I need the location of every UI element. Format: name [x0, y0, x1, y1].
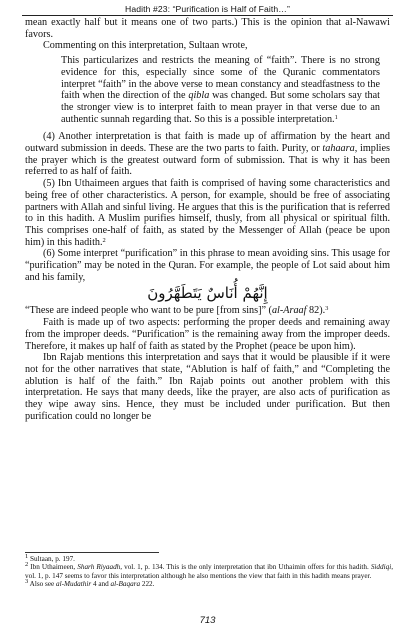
surah-reference: al-Araaf	[271, 305, 307, 317]
footnote-3: $^3$ Also see al-Mudathir 4 and al-Baqara 222.	[25, 578, 155, 589]
footnote-1: $^1$ Sultaan, p. 197.	[25, 553, 75, 563]
paragraph-continuation: mean exactly half but it means one of two parts.) This is the opinion that al-Nawawi favors.	[25, 17, 390, 40]
paragraph-interpretation-5: (5) Ibn Uthaimeen argues that faith is comprised of having some characteristics and being free of other characteristics. A person, for example, should be free of associating partners with Allah and sinful living. He argues that this is the purification that is referred to in this hadith. A Muslim purifies himself, thusly, from all physical or spiritual filth. This comprises one-half of faith, as stated by the Messenger of Allah (peace be upon him) in this hadith.$^2$	[25, 178, 390, 248]
footnote-rule	[25, 552, 159, 553]
arabic-verse: إِنَّهُمْ أُنَاسٌ يَتَطَهَّرُونَ	[147, 284, 268, 303]
footnote-ref-2: 2	[102, 236, 106, 244]
verse-translation: “These are indeed people who want to be pure [from sins]” (al-Araaf 82).$^3$	[25, 305, 329, 317]
header-rule	[22, 15, 393, 16]
footnote-2: $^2$ Ibn Uthaimeen, Sharh Riyaadh, vol. 1, p. 134. This is the only interpretation that ibn Uthaimin offers for this hadith. Siddiqi, vol. 1, p. 147 seems to favor this interpretation although he also mentions the view that faith in this hadith means prayer.	[25, 561, 393, 580]
block-quote: This particularizes and restricts the meaning of “faith”. There is no strong evidence for this, especially since some of the Quranic commentators interpret “faith” in the above verse to mean constancy and steadfastness to the faith when the direction of the qibla was changed. But some scholars say that the stronger view is to interpret faith to mean prayer in that verse due to an authentic sunnah regarding that. So this is a possible interpretation.$^1$	[61, 55, 381, 125]
tahaara-term: tahaara	[322, 143, 355, 155]
paragraph-two-aspects: Faith is made up of two aspects: performing the proper deeds and remaining away from the improper deeds. “Purification” is the remaining away from the improper deeds. Therefore, it makes up half of faith as stated by the Prophet (peace be upon him).	[25, 317, 390, 352]
running-head: Hadith #23: “Purification is Half of Faith…”	[125, 4, 290, 14]
footnote-ref-3: 3	[325, 305, 329, 313]
paragraph-interpretation-4: (4) Another interpretation is that faith is made up of affirmation by the heart and outward submission in deeds. These are the two parts to faith. Purity, or tahaara, implies the prayer which is the greatest outward form of submission. That is why it has been referred to as half of faith.	[25, 131, 390, 178]
body-text	[25, 17, 390, 423]
paragraph-sultaan-intro: Commenting on this interpretation, Sultaan wrote,	[43, 40, 248, 52]
footnotes	[25, 555, 393, 589]
paragraph-ibn-rajab: Ibn Rajab mentions this interpretation and says that it would be plausible if it were not for the other narratives that state, “Ablution is half of faith,” and “Completing the ablution is half of the faith.” Ibn Rajab points out another problem with this interpretation. He says that many deeds, like the prayer, are also acts of purification as they wipe away sins. Hence, they must be included under purification. But then purification could no longer be	[25, 352, 390, 422]
paragraph-interpretation-6: (6) Some interpret “purification” in this phrase to mean avoiding sins. This usage for “purification” may be noted in the Quran. For example, the people of Lot said about him and his family,	[25, 248, 390, 283]
page-number: 713	[199, 615, 216, 626]
footnote-ref-1: 1	[334, 113, 338, 121]
qibla-term: qibla	[188, 90, 210, 102]
